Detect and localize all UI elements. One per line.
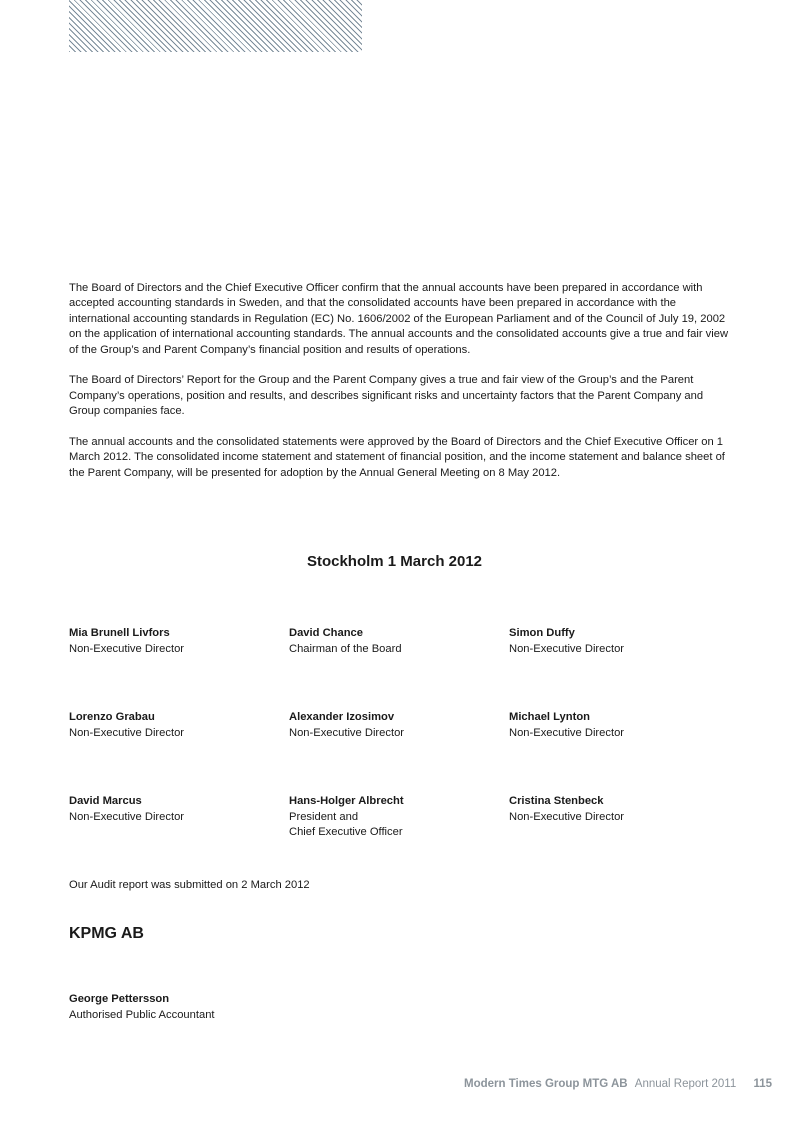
signatory-name: Alexander Izosimov [289,711,395,723]
signatory-name: Cristina Stenbeck [509,795,604,807]
signatory-name: Simon Duffy [509,627,575,639]
signatory-title: Chairman of the Board [289,642,402,655]
signatory-name: David Chance [289,627,363,639]
place-and-date: Stockholm 1 March 2012 [306,553,483,570]
auditor-title: Authorised Public Accountant [69,1008,215,1021]
signatory [289,626,499,657]
signatory [289,710,499,741]
signatory [509,710,719,741]
signatory-title: Non-Executive Director [509,726,625,739]
signatory [289,794,499,841]
audit-note: Our Audit report was submitted on 2 March 2012 [69,879,310,891]
signatory-name: Lorenzo Grabau [69,711,155,723]
page-footer [464,1078,772,1090]
signatory-name: Mia Brunell Livfors [69,627,170,639]
signatory-title: Non-Executive Director [69,810,185,823]
decorative-hatch-pattern [69,0,362,52]
signatory [69,626,279,657]
paragraph-confirmation: The Board of Directors and the Chief Executive Officer confirm that the annual accounts have been prepared in accordance with accepted accounting standards in Sweden, and that the consolidated accounts have been prepared in accordance with the international accounting standards in Regulation (EC) No. 1606/2002 of the European Parliament and of the Council of July 19, 2002 on the application of international accounting standards. The annual accounts and the consolidated accounts give a true and fair view of the Group’s and Parent Company’s financial position and results of operations. [69,282,729,356]
signatory-name: Hans-Holger Albrecht [289,795,404,807]
signatory-name: David Marcus [69,795,142,807]
body-text [69,281,729,497]
paragraph-board-report: The Board of Directors’ Report for the Group and the Parent Company gives a true and fair view of the Group’s and the Parent Company’s operations, position and results, and describes significant risks and uncertainty factors that the Parent Company and Group companies face. [69,374,704,418]
auditor-signatory [69,992,279,1023]
signatory-name: Michael Lynton [509,711,591,723]
signatory-title: President and [289,810,359,823]
page-number: 115 [753,1078,772,1090]
signatory [509,626,719,657]
auditor-name: George Pettersson [69,993,170,1005]
footer-report-title: Annual Report 2011 [634,1078,737,1090]
signatory-title: Non-Executive Director [289,726,405,739]
signatory [69,794,279,825]
signatory-title: Non-Executive Director [509,642,625,655]
signatory [69,710,279,741]
signatory-title: Non-Executive Director [69,726,185,739]
signatory-title: Non-Executive Director [69,642,185,655]
auditor-firm: KPMG AB [69,925,144,942]
paragraph-approval: The annual accounts and the consolidated statements were approved by the Board of Directors and the Chief Executive Officer on 1 March 2012. The consolidated income statement and statement of financial position, and the income statement and balance sheet of the Parent Company, will be presented for adoption by the Annual General Meeting on 8 May 2012. [69,436,725,479]
footer-company: Modern Times Group MTG AB [464,1078,628,1090]
signatory [509,794,719,825]
signatory-title-line2: Chief Executive Officer [289,826,403,838]
signatory-title: Non-Executive Director [509,810,625,823]
